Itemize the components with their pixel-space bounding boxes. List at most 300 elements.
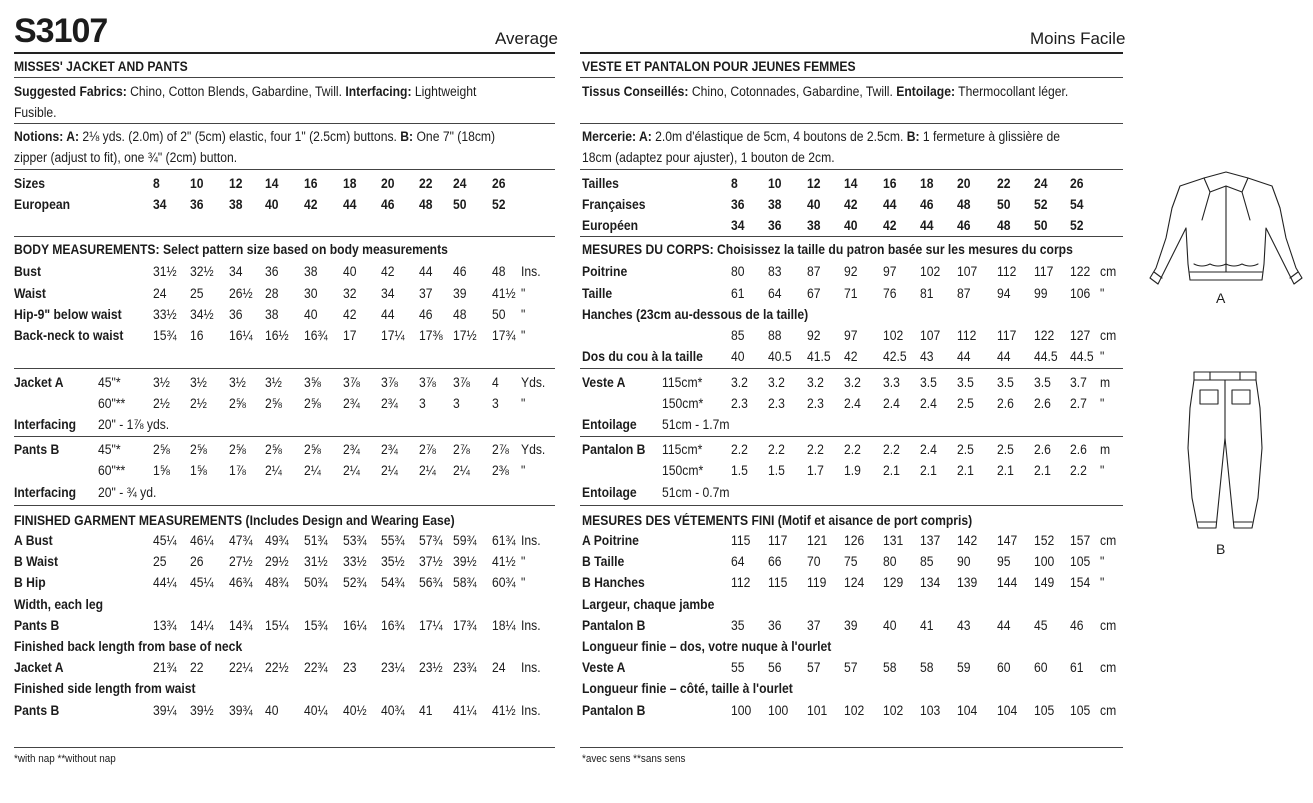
- table-cell: 3.2: [844, 375, 861, 390]
- table-cell: 2¼: [381, 463, 398, 478]
- table-cell: 46: [419, 307, 433, 322]
- table-cell: 58¾: [453, 575, 477, 590]
- table-cell: 97: [844, 328, 858, 343]
- table-cell: 10: [768, 176, 782, 191]
- table-cell: 46: [453, 264, 467, 279]
- fabrics-text: Chino, Cotton Blends, Gabardine, Twill.: [126, 84, 346, 99]
- interfacing-yardage-label: Interfacing: [14, 417, 77, 432]
- table-cell: 94: [997, 286, 1011, 301]
- table-cell: 2½: [153, 396, 170, 411]
- table-cell: 38: [807, 218, 821, 233]
- interfacing-yardage-value-fr-2: 51cm - 0.7m: [662, 485, 730, 500]
- unit-label: ": [521, 396, 526, 411]
- table-cell: 100: [731, 703, 752, 718]
- table-cell: 1⅝: [153, 463, 170, 478]
- row-label: Veste A: [582, 660, 626, 675]
- pants-yardage-label: Pants B: [14, 442, 60, 457]
- table-cell: 40.5: [768, 349, 792, 364]
- table-cell: 38: [304, 264, 318, 279]
- table-cell: 2.1: [1034, 463, 1051, 478]
- table-cell: 29½: [265, 554, 289, 569]
- interfacing-yardage-value-2: 20" - ¾ yd.: [98, 485, 157, 500]
- table-cell: 105: [1034, 703, 1055, 718]
- table-cell: 36: [768, 218, 782, 233]
- table-cell: 1.5: [768, 463, 785, 478]
- table-cell: 54: [1070, 197, 1084, 212]
- table-cell: 39: [844, 618, 858, 633]
- unit-label: Ins.: [521, 264, 541, 279]
- table-cell: 2.2: [731, 442, 748, 457]
- table-cell: 3⅞: [453, 375, 470, 390]
- table-cell: 17¼: [381, 328, 405, 343]
- table-cell: 61: [731, 286, 745, 301]
- table-cell: 119: [807, 575, 827, 590]
- table-cell: 15¼: [265, 618, 289, 633]
- table-cell: 31½: [304, 554, 328, 569]
- table-cell: 16¼: [229, 328, 253, 343]
- divider: [580, 236, 1123, 237]
- table-cell: 16: [190, 328, 204, 343]
- table-cell: 12: [229, 176, 243, 191]
- table-cell: 16¾: [304, 328, 328, 343]
- divider: [580, 505, 1123, 506]
- table-cell: 102: [883, 703, 904, 718]
- unit-label: cm: [1100, 533, 1117, 548]
- row-label: Taille: [582, 286, 613, 301]
- table-cell: 2⅝: [265, 442, 282, 457]
- table-cell: 105: [1070, 703, 1091, 718]
- table-cell: 26: [492, 176, 506, 191]
- table-cell: 2.2: [1070, 463, 1087, 478]
- table-cell: 12: [807, 176, 821, 191]
- row-label: Waist: [14, 286, 46, 301]
- table-cell: 30: [304, 286, 318, 301]
- table-cell: 131: [883, 533, 904, 548]
- table-cell: 2⅞: [419, 442, 436, 457]
- table-cell: 107: [957, 264, 978, 279]
- unit-label: ": [521, 463, 526, 478]
- table-cell: 2.4: [920, 442, 937, 457]
- table-cell: 147: [997, 533, 1018, 548]
- table-cell: 2.6: [1034, 396, 1051, 411]
- table-cell: 2.3: [768, 396, 785, 411]
- unit-label: ": [1100, 396, 1105, 411]
- table-cell: 83: [768, 264, 782, 279]
- table-cell: 3½: [229, 375, 246, 390]
- table-cell: 144: [997, 575, 1018, 590]
- table-cell: 34: [229, 264, 243, 279]
- table-cell: 40¼: [304, 703, 328, 718]
- table-cell: 2.7: [1070, 396, 1087, 411]
- table-cell: 22¼: [229, 660, 253, 675]
- table-cell: 112: [997, 264, 1017, 279]
- table-cell: 41½: [492, 703, 516, 718]
- row-label: A Bust: [14, 533, 53, 548]
- table-cell: 17¾: [453, 618, 477, 633]
- table-cell: 42.5: [883, 349, 907, 364]
- fabric-width: 60"**: [98, 396, 126, 411]
- table-cell: 87: [807, 264, 821, 279]
- table-cell: 50: [453, 197, 467, 212]
- table-cell: 39: [453, 286, 467, 301]
- table-cell: 115: [768, 575, 788, 590]
- table-cell: 2¼: [265, 463, 282, 478]
- table-cell: 46¾: [229, 575, 253, 590]
- table-cell: 2.1: [920, 463, 937, 478]
- fabric-width: 45"*: [98, 442, 121, 457]
- table-cell: 2⅝: [153, 442, 170, 457]
- unit-label: cm: [1100, 703, 1117, 718]
- finished-measurements-heading-fr: MESURES DES VÉTEMENTS FINI (Motif et aisance de port compris): [582, 513, 973, 528]
- unit-label: ": [521, 286, 526, 301]
- table-cell: 14¾: [229, 618, 253, 633]
- table-cell: 157: [1070, 533, 1091, 548]
- table-cell: 34: [381, 286, 395, 301]
- row-label: Européen: [582, 218, 639, 233]
- table-cell: 100: [1034, 554, 1055, 569]
- table-cell: 40: [304, 307, 318, 322]
- row-label: B Waist: [14, 554, 59, 569]
- table-cell: 17: [343, 328, 357, 343]
- table-cell: 16¼: [343, 618, 367, 633]
- row-label: Poitrine: [582, 264, 628, 279]
- table-cell: 17¾: [492, 328, 516, 343]
- table-cell: 44: [381, 307, 395, 322]
- table-cell: 80: [731, 264, 745, 279]
- table-cell: 2.4: [920, 396, 937, 411]
- table-cell: 42: [381, 264, 395, 279]
- table-cell: 8: [731, 176, 738, 191]
- interfacing-text: Lightweight: [411, 84, 477, 99]
- table-cell: 22: [419, 176, 433, 191]
- table-cell: 3.2: [768, 375, 785, 390]
- row-label: Jacket A: [14, 660, 64, 675]
- table-cell: 95: [997, 554, 1011, 569]
- table-cell: 44.5: [1070, 349, 1094, 364]
- table-cell: 41½: [492, 286, 516, 301]
- table-cell: 41: [419, 703, 433, 718]
- unit-label: ": [1100, 463, 1105, 478]
- table-cell: 13¾: [153, 618, 177, 633]
- table-cell: 42: [343, 307, 357, 322]
- unit-label: Ins.: [521, 660, 541, 675]
- notions-line-fr: [582, 130, 1060, 144]
- divider: [580, 368, 1123, 369]
- fabrics-line-fr: [582, 85, 1068, 99]
- table-cell: 46: [957, 218, 971, 233]
- table-cell: 67: [807, 286, 821, 301]
- table-cell: 3⅞: [419, 375, 436, 390]
- table-cell: 104: [997, 703, 1018, 718]
- unit-label: Ins.: [521, 533, 541, 548]
- table-cell: 44: [920, 218, 934, 233]
- table-cell: 80: [883, 554, 897, 569]
- table-cell: 52: [492, 197, 506, 212]
- table-cell: 37: [807, 618, 821, 633]
- table-cell: 51¾: [304, 533, 328, 548]
- table-cell: 48: [957, 197, 971, 212]
- table-cell: 103: [920, 703, 941, 718]
- table-cell: 46: [920, 197, 934, 212]
- table-cell: 2.5: [957, 396, 974, 411]
- fabric-width: 60"**: [98, 463, 126, 478]
- table-cell: 76: [883, 286, 897, 301]
- table-cell: 44: [997, 618, 1011, 633]
- table-cell: 3.5: [997, 375, 1014, 390]
- unit-label: m: [1100, 442, 1111, 457]
- table-cell: 2.2: [883, 442, 900, 457]
- fabrics-line-2: Fusible.: [14, 105, 57, 120]
- notions-text-b-fr: 1 fermeture à glissière de: [919, 129, 1060, 144]
- table-cell: 45¼: [190, 575, 214, 590]
- table-cell: 104: [957, 703, 978, 718]
- table-cell: 22: [190, 660, 204, 675]
- table-cell: 14¼: [190, 618, 214, 633]
- table-cell: 54¾: [381, 575, 405, 590]
- back-length-label-fr: Longueur finie – dos, votre nuque à l'ourlet: [582, 639, 832, 654]
- table-cell: 85: [920, 554, 934, 569]
- table-cell: 2.2: [844, 442, 861, 457]
- interfacing-yardage-value: 20" - 1⅞ yds.: [98, 417, 170, 432]
- table-cell: 40: [807, 197, 821, 212]
- footnote: *with nap **without nap: [14, 753, 116, 765]
- table-cell: 17¼: [419, 618, 443, 633]
- divider: [14, 123, 555, 124]
- table-cell: 1.7: [807, 463, 824, 478]
- table-cell: 42: [844, 197, 858, 212]
- table-cell: 14: [265, 176, 279, 191]
- unit-label: ": [521, 328, 526, 343]
- table-cell: 142: [957, 533, 978, 548]
- table-cell: 8: [153, 176, 160, 191]
- row-label: Sizes: [14, 176, 46, 191]
- table-cell: 47¾: [229, 533, 253, 548]
- table-cell: 102: [844, 703, 865, 718]
- table-cell: 90: [957, 554, 971, 569]
- table-cell: 50: [1034, 218, 1048, 233]
- table-cell: 42: [304, 197, 318, 212]
- divider: [14, 505, 555, 506]
- table-cell: 20: [957, 176, 971, 191]
- table-cell: 22½: [265, 660, 289, 675]
- table-cell: 2⅝: [304, 442, 321, 457]
- row-label: B Hanches: [582, 575, 645, 590]
- table-cell: 149: [1034, 575, 1055, 590]
- table-cell: 2.4: [844, 396, 861, 411]
- table-cell: 41¼: [453, 703, 477, 718]
- pattern-number: S3107: [14, 12, 108, 50]
- pants-yardage-label-fr: Pantalon B: [582, 442, 646, 457]
- table-cell: 40: [844, 218, 858, 233]
- table-cell: 44: [419, 264, 433, 279]
- table-cell: 2.3: [807, 396, 824, 411]
- divider: [14, 368, 555, 369]
- table-cell: 58: [883, 660, 897, 675]
- table-cell: 122: [1034, 328, 1055, 343]
- table-cell: 2.1: [957, 463, 974, 478]
- divider: [580, 436, 1123, 437]
- table-cell: 3.3: [883, 375, 900, 390]
- table-cell: 152: [1034, 533, 1055, 548]
- table-cell: 88: [768, 328, 782, 343]
- table-cell: 38: [768, 197, 782, 212]
- hips-label-fr: Hanches (23cm au-dessous de la taille): [582, 307, 809, 322]
- table-cell: 21¾: [153, 660, 177, 675]
- notions-line: [14, 130, 495, 144]
- table-cell: 45: [1034, 618, 1048, 633]
- table-cell: 50: [492, 307, 506, 322]
- unit-label: ": [521, 575, 526, 590]
- row-label: Pantalon B: [582, 703, 646, 718]
- table-cell: 59: [957, 660, 971, 675]
- table-cell: 39½: [453, 554, 477, 569]
- body-measurements-heading: BODY MEASUREMENTS: Select pattern size based on body measurements: [14, 242, 448, 257]
- divider: [14, 236, 555, 237]
- table-cell: 57: [807, 660, 821, 675]
- table-cell: 39¼: [153, 703, 177, 718]
- table-cell: 2.2: [768, 442, 785, 457]
- table-cell: 127: [1070, 328, 1091, 343]
- table-cell: 92: [807, 328, 821, 343]
- interfacing-yardage-label-fr: Entoilage: [582, 417, 637, 432]
- difficulty-level-fr: Moins Facile: [1030, 29, 1126, 48]
- table-cell: 3.5: [920, 375, 937, 390]
- table-cell: 16¾: [381, 618, 405, 633]
- unit-label: ": [521, 554, 526, 569]
- row-label: Bust: [14, 264, 41, 279]
- table-cell: 2.3: [731, 396, 748, 411]
- table-cell: 36: [731, 197, 745, 212]
- table-cell: 36: [190, 197, 204, 212]
- table-cell: 53¾: [343, 533, 367, 548]
- table-cell: 43: [957, 618, 971, 633]
- table-cell: 3½: [190, 375, 207, 390]
- interfacing-yardage-label-2: Interfacing: [14, 485, 77, 500]
- divider: [14, 52, 555, 54]
- table-cell: 34: [731, 218, 745, 233]
- row-label: Pants B: [14, 703, 60, 718]
- table-cell: 39½: [190, 703, 214, 718]
- table-cell: 37½: [419, 554, 443, 569]
- table-cell: 85: [731, 328, 745, 343]
- table-cell: 61¾: [492, 533, 516, 548]
- table-cell: 42: [883, 218, 897, 233]
- table-cell: 10: [190, 176, 204, 191]
- table-cell: 41: [920, 618, 934, 633]
- table-cell: 39¾: [229, 703, 253, 718]
- table-cell: 44: [343, 197, 357, 212]
- table-cell: 87: [957, 286, 971, 301]
- table-cell: 139: [957, 575, 978, 590]
- table-cell: 129: [883, 575, 904, 590]
- width-leg-label-fr: Largeur, chaque jambe: [582, 597, 715, 612]
- unit-label: ": [1100, 575, 1105, 590]
- interfacing-label-fr: Entoilage:: [896, 84, 956, 99]
- table-cell: 15¾: [153, 328, 177, 343]
- table-cell: 23¾: [453, 660, 477, 675]
- fabrics-label-fr: Tissus Conseillés:: [582, 84, 689, 99]
- table-cell: 137: [920, 533, 941, 548]
- table-cell: 25: [153, 554, 167, 569]
- jacket-yardage-label: Jacket A: [14, 375, 64, 390]
- divider: [14, 77, 555, 78]
- table-cell: 40: [731, 349, 745, 364]
- divider: [580, 52, 1123, 54]
- table-cell: 36: [768, 618, 782, 633]
- back-length-label: Finished back length from base of neck: [14, 639, 243, 654]
- notions-b-label: B:: [400, 129, 414, 144]
- row-label: Tailles: [582, 176, 619, 191]
- jacket-a-label: A: [1216, 290, 1226, 306]
- table-cell: 64: [768, 286, 782, 301]
- table-cell: 112: [731, 575, 751, 590]
- row-label: Françaises: [582, 197, 646, 212]
- row-label: European: [14, 197, 71, 212]
- unit-label: Ins.: [521, 703, 541, 718]
- fabrics-text-fr: Chino, Cotonnades, Gabardine, Twill.: [688, 84, 897, 99]
- unit-label: cm: [1100, 660, 1117, 675]
- fabrics-label: Suggested Fabrics:: [14, 84, 127, 99]
- table-cell: 26½: [229, 286, 253, 301]
- table-cell: 3.7: [1070, 375, 1087, 390]
- table-cell: 3⅞: [381, 375, 398, 390]
- notions-line-2: zipper (adjust to fit), one ¾" (2cm) button.: [14, 150, 238, 165]
- table-cell: 48: [453, 307, 467, 322]
- table-cell: 2⅝: [304, 396, 321, 411]
- fabric-width: 150cm*: [662, 463, 704, 478]
- table-cell: 2¾: [343, 396, 360, 411]
- divider: [580, 77, 1123, 78]
- table-cell: 3.5: [1034, 375, 1051, 390]
- table-cell: 2¾: [343, 442, 360, 457]
- table-cell: 44: [883, 197, 897, 212]
- notions-b-label-fr: B:: [906, 129, 920, 144]
- pants-b-label: B: [1216, 541, 1226, 557]
- table-cell: 57¾: [419, 533, 443, 548]
- table-cell: 112: [957, 328, 977, 343]
- table-cell: 126: [844, 533, 865, 548]
- unit-label: ": [1100, 286, 1105, 301]
- divider: [580, 747, 1123, 748]
- table-cell: 1.5: [731, 463, 748, 478]
- table-cell: 23¼: [381, 660, 405, 675]
- table-cell: 40: [343, 264, 357, 279]
- table-cell: 55: [731, 660, 745, 675]
- table-cell: 33½: [343, 554, 367, 569]
- table-cell: 34: [153, 197, 167, 212]
- table-cell: 16½: [265, 328, 289, 343]
- table-cell: 37: [419, 286, 433, 301]
- table-cell: 41½: [492, 554, 516, 569]
- interfacing-yardage-value-fr: 51cm - 1.7m: [662, 417, 730, 432]
- table-cell: 117: [768, 533, 788, 548]
- table-cell: 1⅝: [190, 463, 207, 478]
- table-cell: 2⅝: [190, 442, 207, 457]
- table-cell: 2¼: [419, 463, 436, 478]
- divider: [14, 436, 555, 437]
- table-cell: 17⅜: [419, 328, 443, 343]
- table-cell: 3.2: [807, 375, 824, 390]
- table-cell: 24: [1034, 176, 1048, 191]
- table-cell: 3.5: [957, 375, 974, 390]
- row-label: Pantalon B: [582, 618, 646, 633]
- table-cell: 154: [1070, 575, 1091, 590]
- table-cell: 18: [343, 176, 357, 191]
- unit-label: Yds.: [521, 375, 546, 390]
- interfacing-yardage-label-fr-2: Entoilage: [582, 485, 637, 500]
- table-cell: 34½: [190, 307, 214, 322]
- table-cell: 3: [492, 396, 499, 411]
